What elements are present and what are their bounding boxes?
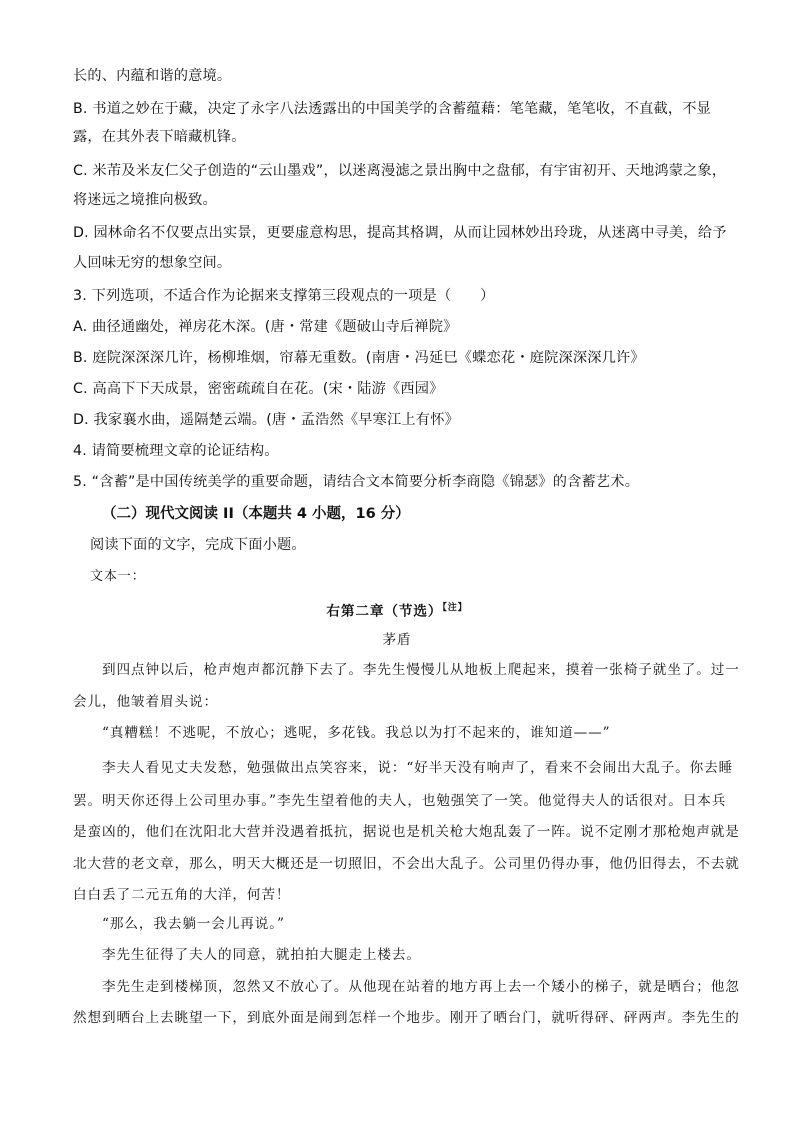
story-title xyxy=(0,598,794,622)
question-3-option-a: A. 曲径通幽处，禅房花木深。(唐・常建《题破山寺后禅院》 xyxy=(73,319,458,335)
option-c-line2: 将迷远之境推向极致。 xyxy=(73,192,217,208)
story-title-text: 右第二章（节选） xyxy=(326,603,443,620)
question-3: 3. 下列选项，不适合作为论据来支撑第三段观点的一项是（ ） xyxy=(73,288,495,304)
story-paragraph-1-line1: 到四点钟以后，枪声炮声都沉静下去了。李先生慢慢儿从地板上爬起来，摸着一张椅子就坐了。过一 xyxy=(102,662,740,678)
story-paragraph-5: 李先生征得了夫人的同意，就拍拍大腿走上楼去。 xyxy=(102,947,421,963)
option-b-line1: B. 书道之妙在于藏，决定了永字八法透露出的中国美学的含蓄蕴藉：笔笔藏，笔笔收，不直截，不显 xyxy=(73,101,712,117)
question-4: 4. 请简要梳理文章的论证结构。 xyxy=(73,443,279,459)
option-c-continuation: 长的、内蕴和谐的意境。 xyxy=(73,68,232,84)
section-instruction: 阅读下面的文字，完成下面小题。 xyxy=(90,537,306,553)
story-paragraph-3-line4: 北大营的老文章，那么，明天大概还是一切照旧，不会出大乱子。公司里仍得办事，他仍旧得去，不去就 xyxy=(73,856,740,872)
story-paragraph-3-line2: 罢。明天你还得上公司里办事。”李先生望着他的夫人，也勉强笑了一笑。他觉得夫人的话很对。日本兵 xyxy=(73,793,727,809)
option-d-line2: 人回味无穷的想象空间。 xyxy=(73,255,232,271)
story-paragraph-3-line5: 白白丢了二元五角的大洋，何苦！ xyxy=(73,887,291,903)
story-paragraph-6-line1: 李先生走到楼梯顶，忽然又不放心了。从他现在站着的地方再上去一个矮小的梯子，就是晒台；他忽 xyxy=(102,979,740,995)
question-3-option-c: C. 高高下下天成景，密密疏疏自在花。(宋・陆游《西园》 xyxy=(73,381,444,397)
option-d-line1: D. 园林命名不仅要点出实景，更要虚意构思，提高其格调，从而让园林妙出玲珑，从迷离中寻美，给予 xyxy=(73,225,727,241)
story-paragraph-3-line3: 是蛮凶的，他们在沈阳北大营并没遇着抵抗，据说也是机关枪大炮乱轰了一阵。说不定刚才那枪炮声就是 xyxy=(73,824,740,840)
story-paragraph-6-line2: 然想到晒台上去眺望一下，到底外面是闹到怎样一个地步。刚开了晒台门，就听得砰、砰两声。李先生的 xyxy=(73,1010,740,1026)
question-5: 5. “含蓄”是中国传统美学的重要命题，请结合文本简要分析李商隐《锦瑟》的含蓄艺术。 xyxy=(73,474,640,490)
section-title: （二）现代文阅读 II（本题共 4 小题，16 分） xyxy=(102,506,410,522)
text-label: 文本一： xyxy=(90,569,146,584)
option-c-line1: C. 米芾及米友仁父子创造的“云山墨戏”，以迷离漫滤之景出胸中之盘郁，有宇宙初开、天地鸿蒙之象， xyxy=(73,163,727,179)
story-paragraph-3-line1: 李夫人看见丈夫发愁，勉强做出点笑容来，说：“好半天没有响声了，看来不会闹出大乱子。你去睡 xyxy=(102,760,734,776)
story-paragraph-2: “真糟糕！不逃呢，不放心；逃呢，多花钱。我总以为打不起来的，谁知道——” xyxy=(102,725,611,741)
story-paragraph-4: “那么，我去躺一会儿再说。” xyxy=(102,916,285,932)
option-b-line2: 露，在其外表下暗藏机锋。 xyxy=(73,129,246,145)
question-3-option-b: B. 庭院深深深几许，杨柳堆烟，帘幕无重数。(南唐・冯延巳《蝶恋花・庭院深深深几许》 xyxy=(73,350,645,366)
story-paragraph-1-line2: 会儿，他皱着眉头说： xyxy=(73,694,218,710)
story-author: 茅盾 xyxy=(382,632,412,648)
question-3-option-d: D. 我家襄水曲，遥隔楚云端。(唐・孟浩然《早寒江上有怀》 xyxy=(73,412,459,428)
footnote-mark: 【注】 xyxy=(442,603,468,613)
